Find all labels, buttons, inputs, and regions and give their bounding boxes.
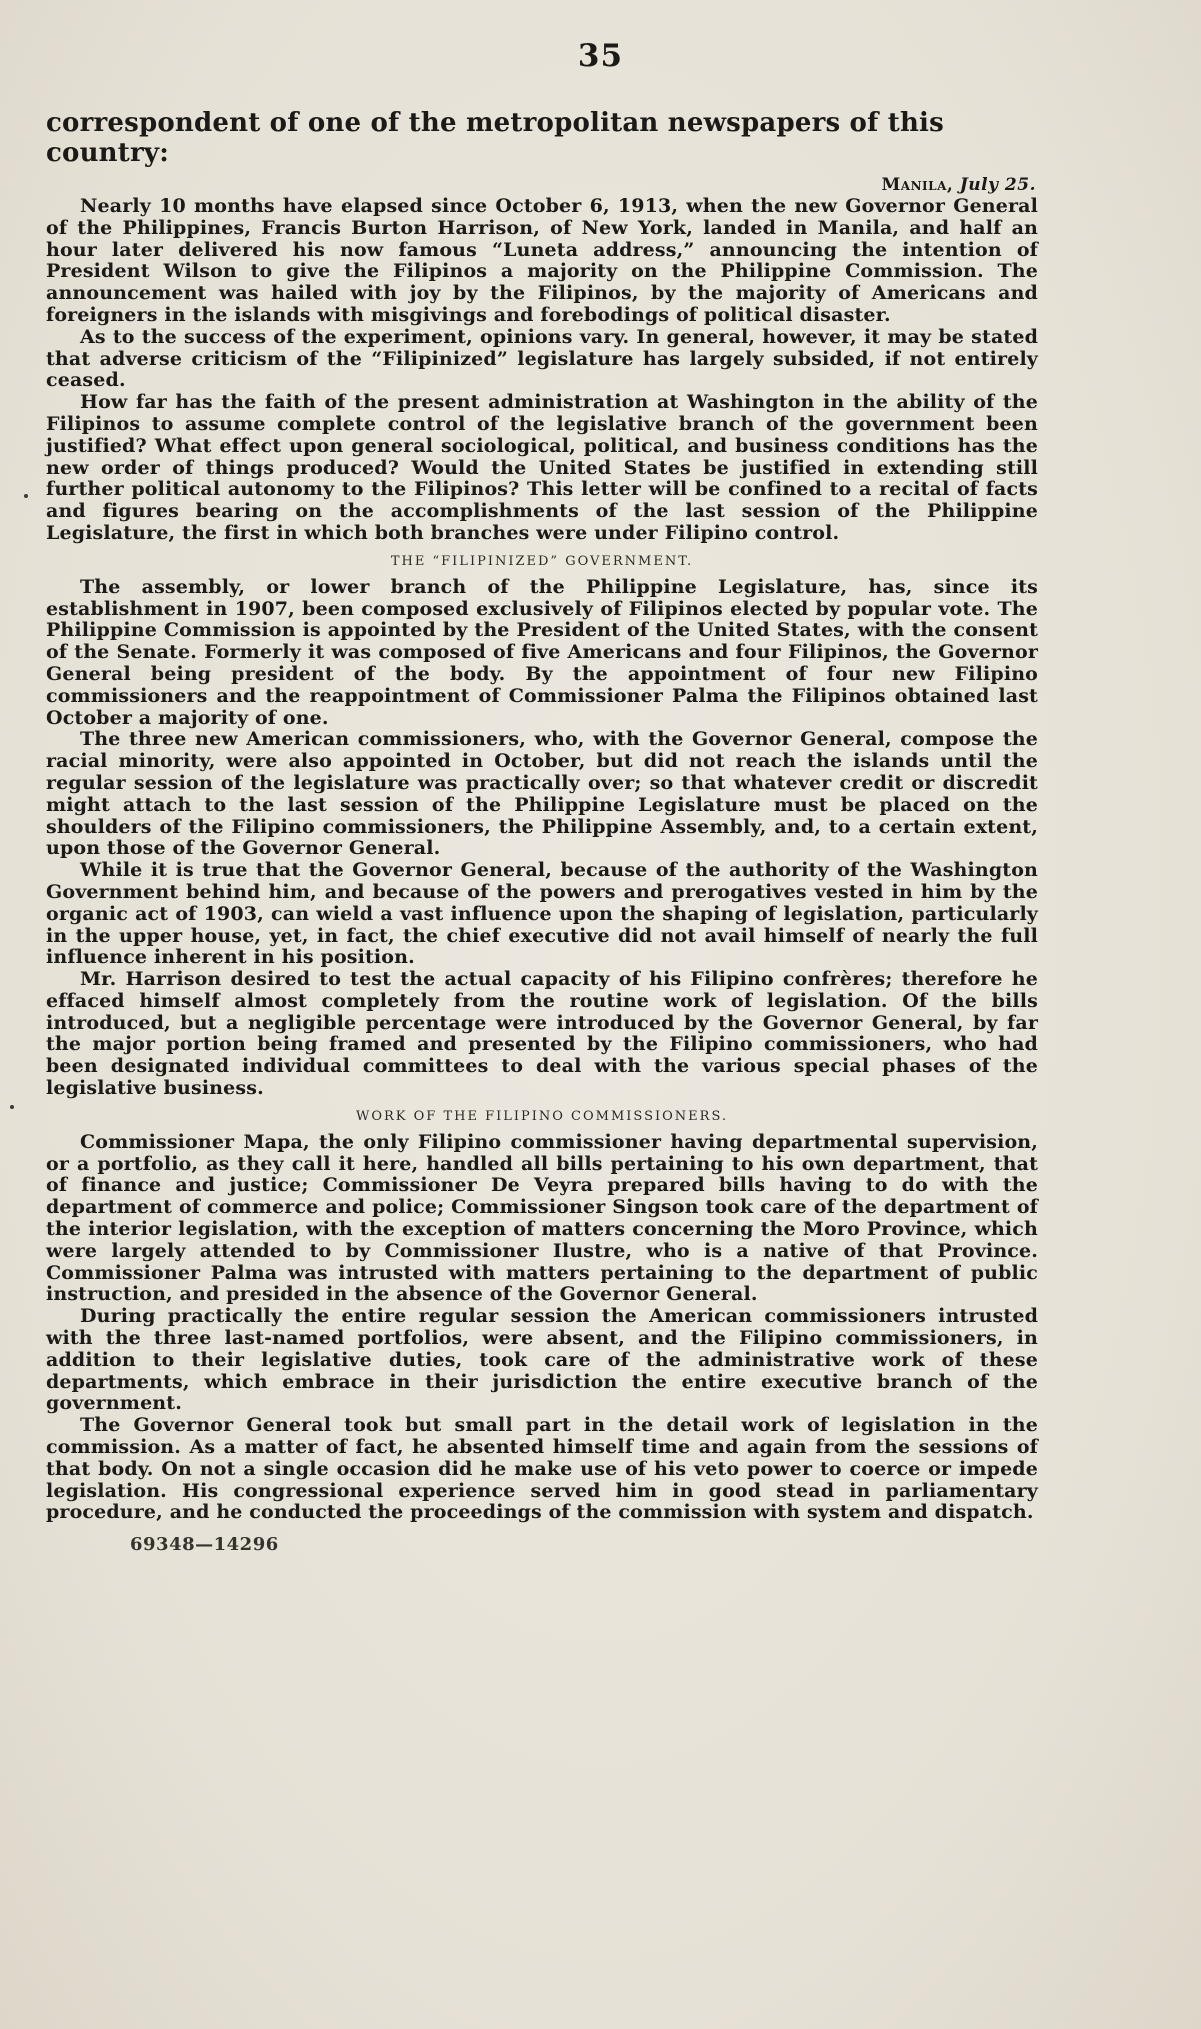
margin-mark	[24, 494, 28, 498]
print-code: 69348—14296	[130, 1534, 279, 1556]
dateline-date: July 25.	[959, 175, 1036, 195]
section-heading: WORK OF THE FILIPINO COMMISSIONERS.	[355, 1108, 729, 1124]
section-heading: THE “FILIPINIZED” GOVERNMENT.	[390, 553, 694, 569]
paragraph: While it is true that the Governor General, because of the authority of the Washington Government behind him, and because of the powers and prerogatives vested in him by the organic act of 1903, can wield a vast influence upon the shaping of legislation, particularly in the upper house, yet, in fact, the chief executive did not avail himself of nearly the full influence inherent in his position.	[46, 859, 1038, 969]
paragraph: How far has the faith of the present administration at Washington in the ability of the Filipinos to assume complete control of the legislative branch of the government been justified? What effect upon general sociological, political, and business conditions has the new order of things produced? Would the United States be justified in extending still further political autonomy to the Filipinos? This letter will be confined to a recital of facts and figures bearing on the accomplishments of the last session of the Philippine Legislature, the first in which both branches were under Filipino control.	[46, 391, 1038, 544]
paragraph: During practically the entire regular session the American commissioners intrusted with the three last-named portfolios, were absent, and the Filipino commissioners, in addition to their legislative duties, took care of the administrative work of these departments, which embrace in their jurisdiction the entire executive branch of the government.	[46, 1305, 1038, 1415]
paragraph: Mr. Harrison desired to test the actual capacity of his Filipino confrères; therefore he effaced himself almost completely from the routine work of legislation. Of the bills introduced, but a negligible percentage were introduced by the Governor General, by far the major portion being framed and presented by the Filipino commissioners, who had been designated individual committees to deal with the various special phases of the legislative business.	[46, 968, 1038, 1100]
margin-mark	[10, 1105, 14, 1109]
paragraph: The Governor General took but small part in the detail work of legislation in the commission. As a matter of fact, he absented himself time and again from the sessions of that body. On not a single occasion did he make use of his veto power to coerce or impede legislation. His congressional experience served him in good stead in parliamentary procedure, and he conducted the proceedings of the commission with system and dispatch.	[46, 1414, 1038, 1524]
dateline	[46, 174, 1036, 196]
paragraph: Nearly 10 months have elapsed since October 6, 1913, when the new Governor General of the Philippines, Francis Burton Harrison, of New York, landed in Manila, and half an hour later delivered his now famous “Luneta address,” announcing the intention of President Wilson to give the Filipinos a majority on the Philippine Commission. The announcement was hailed with joy by the Filipinos, by the majority of Americans and foreigners in the islands with misgivings and forebodings of political disaster.	[46, 195, 1038, 326]
page-body	[46, 108, 1038, 1556]
paragraph: As to the success of the experiment, opinions vary. In general, however, it may be stated that adverse criticism of the “Filipinized” legislature has largely subsided, if not entirely ceased.	[46, 325, 1038, 392]
dateline-place: Manila,	[881, 175, 954, 195]
paragraph: Commissioner Mapa, the only Filipino commissioner having departmental supervision, or a portfolio, as they call it here, handled all bills pertaining to his own department, that of finance and justice; Commissioner De Veyra prepared bills having to do with the department of commerce and police; Commissioner Singson took care of the department of the interior legislation, with the exception of matters concerning the Moro Province, which were largely attended to by Commissioner Ilustre, who is a native of that Province. Commissioner Palma was intrusted with matters pertaining to the department of public instruction, and presided in the absence of the Governor General.	[46, 1130, 1038, 1306]
paragraph: The three new American commissioners, who, with the Governor General, compose the racial minority, were also appointed in October, but did not reach the islands until the regular session of the legislature was practically over; so that whatever credit or discredit might attach to the last session of the Philippine Legislature must be placed on the shoulders of the Filipino commissioners, the Philippine Assembly, and, to a certain extent, upon those of the Governor General.	[46, 728, 1038, 860]
intro-line: correspondent of one of the metropolitan newspapers of this country:	[46, 108, 944, 168]
paragraph: The assembly, or lower branch of the Philippine Legislature, has, since its establishment in 1907, been composed exclusively of Filipinos elected by popular vote. The Philippine Commission is appointed by the President of the United States, with the consent of the Senate. Formerly it was composed of five Americans and four Filipinos, the Governor General being president of the body. By the appointment of four new Filipino commissioners and the reappointment of Commissioner Palma the Filipinos obtained last October a majority of one.	[46, 575, 1038, 729]
page-number: 35	[577, 38, 624, 74]
